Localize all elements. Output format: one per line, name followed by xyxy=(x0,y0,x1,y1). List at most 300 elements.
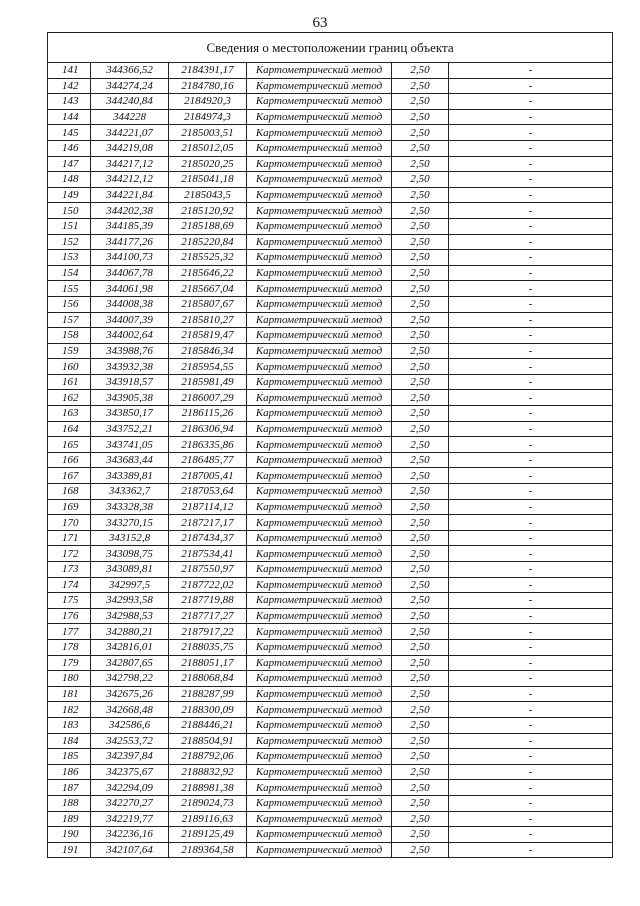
x-coordinate-cell: 343152,8 xyxy=(91,530,169,546)
table-row xyxy=(48,406,613,422)
table-row xyxy=(48,468,613,484)
y-coordinate-cell: 2185003,51 xyxy=(169,125,247,141)
method-cell: Картометрический метод xyxy=(247,78,392,94)
table-row xyxy=(48,530,613,546)
y-coordinate-cell: 2184391,17 xyxy=(169,63,247,79)
y-coordinate-cell: 2186115,26 xyxy=(169,406,247,422)
x-coordinate-cell: 344366,52 xyxy=(91,63,169,79)
method-cell: Картометрический метод xyxy=(247,484,392,500)
method-cell: Картометрический метод xyxy=(247,234,392,250)
y-coordinate-cell: 2185525,32 xyxy=(169,250,247,266)
y-coordinate-cell: 2185020,25 xyxy=(169,156,247,172)
description-cell: - xyxy=(449,499,613,515)
point-number-cell: 161 xyxy=(48,374,91,390)
point-number-cell: 148 xyxy=(48,172,91,188)
table-row xyxy=(48,795,613,811)
description-cell: - xyxy=(449,530,613,546)
x-coordinate-cell: 343389,81 xyxy=(91,468,169,484)
x-coordinate-cell: 342993,58 xyxy=(91,593,169,609)
table-row xyxy=(48,562,613,578)
table-row xyxy=(48,577,613,593)
description-cell: - xyxy=(449,390,613,406)
x-coordinate-cell: 344240,84 xyxy=(91,94,169,110)
description-cell: - xyxy=(449,795,613,811)
table-row xyxy=(48,702,613,718)
accuracy-cell: 2,50 xyxy=(392,608,449,624)
description-cell: - xyxy=(449,811,613,827)
table-row xyxy=(48,94,613,110)
accuracy-cell: 2,50 xyxy=(392,842,449,858)
method-cell: Картометрический метод xyxy=(247,328,392,344)
description-cell: - xyxy=(449,562,613,578)
description-cell: - xyxy=(449,140,613,156)
method-cell: Картометрический метод xyxy=(247,562,392,578)
y-coordinate-cell: 2189125,49 xyxy=(169,827,247,843)
table-row xyxy=(48,374,613,390)
table-row xyxy=(48,624,613,640)
boundary-coordinates-table xyxy=(47,32,613,858)
y-coordinate-cell: 2185667,04 xyxy=(169,281,247,297)
description-cell: - xyxy=(449,717,613,733)
table-row xyxy=(48,717,613,733)
accuracy-cell: 2,50 xyxy=(392,140,449,156)
y-coordinate-cell: 2188300,09 xyxy=(169,702,247,718)
table-row xyxy=(48,671,613,687)
x-coordinate-cell: 343270,15 xyxy=(91,515,169,531)
x-coordinate-cell: 343850,17 xyxy=(91,406,169,422)
point-number-cell: 189 xyxy=(48,811,91,827)
method-cell: Картометрический метод xyxy=(247,343,392,359)
point-number-cell: 169 xyxy=(48,499,91,515)
y-coordinate-cell: 2187534,41 xyxy=(169,546,247,562)
accuracy-cell: 2,50 xyxy=(392,811,449,827)
method-cell: Картометрический метод xyxy=(247,764,392,780)
table-row xyxy=(48,639,613,655)
point-number-cell: 157 xyxy=(48,312,91,328)
method-cell: Картометрический метод xyxy=(247,250,392,266)
description-cell: - xyxy=(449,94,613,110)
description-cell: - xyxy=(449,468,613,484)
method-cell: Картометрический метод xyxy=(247,156,392,172)
method-cell: Картометрический метод xyxy=(247,359,392,375)
x-coordinate-cell: 342668,48 xyxy=(91,702,169,718)
point-number-cell: 162 xyxy=(48,390,91,406)
method-cell: Картометрический метод xyxy=(247,608,392,624)
point-number-cell: 156 xyxy=(48,296,91,312)
description-cell: - xyxy=(449,328,613,344)
accuracy-cell: 2,50 xyxy=(392,203,449,219)
table-row xyxy=(48,421,613,437)
accuracy-cell: 2,50 xyxy=(392,296,449,312)
y-coordinate-cell: 2186306,94 xyxy=(169,421,247,437)
table-row xyxy=(48,499,613,515)
accuracy-cell: 2,50 xyxy=(392,156,449,172)
y-coordinate-cell: 2188035,75 xyxy=(169,639,247,655)
method-cell: Картометрический метод xyxy=(247,546,392,562)
point-number-cell: 179 xyxy=(48,655,91,671)
x-coordinate-cell: 342880,21 xyxy=(91,624,169,640)
description-cell: - xyxy=(449,172,613,188)
x-coordinate-cell: 344221,84 xyxy=(91,187,169,203)
method-cell: Картометрический метод xyxy=(247,187,392,203)
method-cell: Картометрический метод xyxy=(247,390,392,406)
description-cell: - xyxy=(449,109,613,125)
table-title-row xyxy=(48,33,613,63)
x-coordinate-cell: 343918,57 xyxy=(91,374,169,390)
description-cell: - xyxy=(449,686,613,702)
point-number-cell: 183 xyxy=(48,717,91,733)
accuracy-cell: 2,50 xyxy=(392,671,449,687)
accuracy-cell: 2,50 xyxy=(392,499,449,515)
point-number-cell: 166 xyxy=(48,452,91,468)
accuracy-cell: 2,50 xyxy=(392,78,449,94)
y-coordinate-cell: 2188792,06 xyxy=(169,749,247,765)
accuracy-cell: 2,50 xyxy=(392,717,449,733)
description-cell: - xyxy=(449,125,613,141)
x-coordinate-cell: 342816,01 xyxy=(91,639,169,655)
x-coordinate-cell: 344007,39 xyxy=(91,312,169,328)
accuracy-cell: 2,50 xyxy=(392,452,449,468)
point-number-cell: 141 xyxy=(48,63,91,79)
table-row xyxy=(48,218,613,234)
method-cell: Картометрический метод xyxy=(247,639,392,655)
method-cell: Картометрический метод xyxy=(247,717,392,733)
y-coordinate-cell: 2186007,29 xyxy=(169,390,247,406)
point-number-cell: 145 xyxy=(48,125,91,141)
accuracy-cell: 2,50 xyxy=(392,515,449,531)
method-cell: Картометрический метод xyxy=(247,795,392,811)
y-coordinate-cell: 2185646,22 xyxy=(169,265,247,281)
point-number-cell: 185 xyxy=(48,749,91,765)
table-row xyxy=(48,593,613,609)
accuracy-cell: 2,50 xyxy=(392,374,449,390)
description-cell: - xyxy=(449,406,613,422)
y-coordinate-cell: 2185043,5 xyxy=(169,187,247,203)
accuracy-cell: 2,50 xyxy=(392,187,449,203)
accuracy-cell: 2,50 xyxy=(392,94,449,110)
description-cell: - xyxy=(449,343,613,359)
description-cell: - xyxy=(449,842,613,858)
point-number-cell: 142 xyxy=(48,78,91,94)
description-cell: - xyxy=(449,437,613,453)
y-coordinate-cell: 2185188,69 xyxy=(169,218,247,234)
x-coordinate-cell: 342397,84 xyxy=(91,749,169,765)
x-coordinate-cell: 342798,22 xyxy=(91,671,169,687)
y-coordinate-cell: 2188068,84 xyxy=(169,671,247,687)
description-cell: - xyxy=(449,421,613,437)
table-row xyxy=(48,172,613,188)
y-coordinate-cell: 2188446,21 xyxy=(169,717,247,733)
point-number-cell: 152 xyxy=(48,234,91,250)
point-number-cell: 155 xyxy=(48,281,91,297)
description-cell: - xyxy=(449,624,613,640)
point-number-cell: 177 xyxy=(48,624,91,640)
point-number-cell: 160 xyxy=(48,359,91,375)
x-coordinate-cell: 344061,98 xyxy=(91,281,169,297)
x-coordinate-cell: 344221,07 xyxy=(91,125,169,141)
accuracy-cell: 2,50 xyxy=(392,359,449,375)
accuracy-cell: 2,50 xyxy=(392,639,449,655)
y-coordinate-cell: 2185810,27 xyxy=(169,312,247,328)
accuracy-cell: 2,50 xyxy=(392,484,449,500)
y-coordinate-cell: 2189116,63 xyxy=(169,811,247,827)
point-number-cell: 151 xyxy=(48,218,91,234)
x-coordinate-cell: 343905,38 xyxy=(91,390,169,406)
x-coordinate-cell: 344008,38 xyxy=(91,296,169,312)
y-coordinate-cell: 2185041,18 xyxy=(169,172,247,188)
x-coordinate-cell: 343752,21 xyxy=(91,421,169,437)
y-coordinate-cell: 2185819,47 xyxy=(169,328,247,344)
y-coordinate-cell: 2186485,77 xyxy=(169,452,247,468)
description-cell: - xyxy=(449,281,613,297)
x-coordinate-cell: 344219,08 xyxy=(91,140,169,156)
description-cell: - xyxy=(449,639,613,655)
x-coordinate-cell: 344100,73 xyxy=(91,250,169,266)
accuracy-cell: 2,50 xyxy=(392,686,449,702)
method-cell: Картометрический метод xyxy=(247,780,392,796)
table-row xyxy=(48,686,613,702)
y-coordinate-cell: 2188287,99 xyxy=(169,686,247,702)
y-coordinate-cell: 2189024,73 xyxy=(169,795,247,811)
y-coordinate-cell: 2187005,41 xyxy=(169,468,247,484)
method-cell: Картометрический метод xyxy=(247,671,392,687)
table-row xyxy=(48,281,613,297)
x-coordinate-cell: 344067,78 xyxy=(91,265,169,281)
accuracy-cell: 2,50 xyxy=(392,530,449,546)
method-cell: Картометрический метод xyxy=(247,437,392,453)
y-coordinate-cell: 2184780,16 xyxy=(169,78,247,94)
x-coordinate-cell: 343362,7 xyxy=(91,484,169,500)
method-cell: Картометрический метод xyxy=(247,577,392,593)
x-coordinate-cell: 343741,05 xyxy=(91,437,169,453)
y-coordinate-cell: 2187917,22 xyxy=(169,624,247,640)
method-cell: Картометрический метод xyxy=(247,452,392,468)
y-coordinate-cell: 2187217,17 xyxy=(169,515,247,531)
x-coordinate-cell: 344185,39 xyxy=(91,218,169,234)
description-cell: - xyxy=(449,312,613,328)
x-coordinate-cell: 342107,64 xyxy=(91,842,169,858)
x-coordinate-cell: 343932,38 xyxy=(91,359,169,375)
y-coordinate-cell: 2187550,97 xyxy=(169,562,247,578)
point-number-cell: 173 xyxy=(48,562,91,578)
description-cell: - xyxy=(449,359,613,375)
accuracy-cell: 2,50 xyxy=(392,702,449,718)
method-cell: Картометрический метод xyxy=(247,421,392,437)
point-number-cell: 144 xyxy=(48,109,91,125)
accuracy-cell: 2,50 xyxy=(392,421,449,437)
table-row xyxy=(48,608,613,624)
description-cell: - xyxy=(449,374,613,390)
description-cell: - xyxy=(449,187,613,203)
accuracy-cell: 2,50 xyxy=(392,593,449,609)
y-coordinate-cell: 2185120,92 xyxy=(169,203,247,219)
description-cell: - xyxy=(449,827,613,843)
x-coordinate-cell: 342236,16 xyxy=(91,827,169,843)
method-cell: Картометрический метод xyxy=(247,827,392,843)
accuracy-cell: 2,50 xyxy=(392,546,449,562)
description-cell: - xyxy=(449,546,613,562)
description-cell: - xyxy=(449,608,613,624)
y-coordinate-cell: 2187722,02 xyxy=(169,577,247,593)
method-cell: Картометрический метод xyxy=(247,265,392,281)
x-coordinate-cell: 343328,38 xyxy=(91,499,169,515)
table-row xyxy=(48,484,613,500)
accuracy-cell: 2,50 xyxy=(392,343,449,359)
table-row xyxy=(48,312,613,328)
table-row xyxy=(48,203,613,219)
description-cell: - xyxy=(449,655,613,671)
method-cell: Картометрический метод xyxy=(247,468,392,484)
point-number-cell: 176 xyxy=(48,608,91,624)
description-cell: - xyxy=(449,250,613,266)
method-cell: Картометрический метод xyxy=(247,655,392,671)
method-cell: Картометрический метод xyxy=(247,624,392,640)
x-coordinate-cell: 342675,26 xyxy=(91,686,169,702)
description-cell: - xyxy=(449,764,613,780)
table-row xyxy=(48,764,613,780)
x-coordinate-cell: 342807,65 xyxy=(91,655,169,671)
point-number-cell: 180 xyxy=(48,671,91,687)
description-cell: - xyxy=(449,484,613,500)
table-row xyxy=(48,811,613,827)
accuracy-cell: 2,50 xyxy=(392,764,449,780)
accuracy-cell: 2,50 xyxy=(392,312,449,328)
table-row xyxy=(48,749,613,765)
method-cell: Картометрический метод xyxy=(247,312,392,328)
table-row xyxy=(48,78,613,94)
point-number-cell: 164 xyxy=(48,421,91,437)
point-number-cell: 146 xyxy=(48,140,91,156)
method-cell: Картометрический метод xyxy=(247,374,392,390)
accuracy-cell: 2,50 xyxy=(392,437,449,453)
point-number-cell: 159 xyxy=(48,343,91,359)
accuracy-cell: 2,50 xyxy=(392,218,449,234)
x-coordinate-cell: 342586,6 xyxy=(91,717,169,733)
method-cell: Картометрический метод xyxy=(247,281,392,297)
y-coordinate-cell: 2187717,27 xyxy=(169,608,247,624)
table-row xyxy=(48,140,613,156)
y-coordinate-cell: 2185807,67 xyxy=(169,296,247,312)
description-cell: - xyxy=(449,593,613,609)
point-number-cell: 178 xyxy=(48,639,91,655)
table-row xyxy=(48,733,613,749)
accuracy-cell: 2,50 xyxy=(392,265,449,281)
accuracy-cell: 2,50 xyxy=(392,468,449,484)
method-cell: Картометрический метод xyxy=(247,203,392,219)
x-coordinate-cell: 342270,27 xyxy=(91,795,169,811)
accuracy-cell: 2,50 xyxy=(392,749,449,765)
x-coordinate-cell: 342988,53 xyxy=(91,608,169,624)
table-row xyxy=(48,390,613,406)
description-cell: - xyxy=(449,63,613,79)
table-row xyxy=(48,63,613,79)
y-coordinate-cell: 2187719,88 xyxy=(169,593,247,609)
accuracy-cell: 2,50 xyxy=(392,172,449,188)
y-coordinate-cell: 2185012,05 xyxy=(169,140,247,156)
method-cell: Картометрический метод xyxy=(247,530,392,546)
point-number-cell: 187 xyxy=(48,780,91,796)
method-cell: Картометрический метод xyxy=(247,499,392,515)
description-cell: - xyxy=(449,702,613,718)
point-number-cell: 167 xyxy=(48,468,91,484)
point-number-cell: 190 xyxy=(48,827,91,843)
method-cell: Картометрический метод xyxy=(247,733,392,749)
description-cell: - xyxy=(449,265,613,281)
method-cell: Картометрический метод xyxy=(247,125,392,141)
point-number-cell: 143 xyxy=(48,94,91,110)
x-coordinate-cell: 343988,76 xyxy=(91,343,169,359)
accuracy-cell: 2,50 xyxy=(392,63,449,79)
x-coordinate-cell: 344202,38 xyxy=(91,203,169,219)
y-coordinate-cell: 2186335,86 xyxy=(169,437,247,453)
point-number-cell: 154 xyxy=(48,265,91,281)
x-coordinate-cell: 344212,12 xyxy=(91,172,169,188)
table-row xyxy=(48,156,613,172)
table-row xyxy=(48,109,613,125)
method-cell: Картометрический метод xyxy=(247,140,392,156)
x-coordinate-cell: 343683,44 xyxy=(91,452,169,468)
description-cell: - xyxy=(449,234,613,250)
point-number-cell: 150 xyxy=(48,203,91,219)
table-row xyxy=(48,265,613,281)
method-cell: Картометрический метод xyxy=(247,749,392,765)
description-cell: - xyxy=(449,78,613,94)
x-coordinate-cell: 344217,12 xyxy=(91,156,169,172)
table-row xyxy=(48,343,613,359)
point-number-cell: 174 xyxy=(48,577,91,593)
description-cell: - xyxy=(449,780,613,796)
table-row xyxy=(48,328,613,344)
method-cell: Картометрический метод xyxy=(247,593,392,609)
description-cell: - xyxy=(449,218,613,234)
point-number-cell: 158 xyxy=(48,328,91,344)
table-row xyxy=(48,359,613,375)
x-coordinate-cell: 342553,72 xyxy=(91,733,169,749)
y-coordinate-cell: 2187434,37 xyxy=(169,530,247,546)
table-row xyxy=(48,187,613,203)
x-coordinate-cell: 343089,81 xyxy=(91,562,169,578)
x-coordinate-cell: 342294,09 xyxy=(91,780,169,796)
accuracy-cell: 2,50 xyxy=(392,125,449,141)
table-row xyxy=(48,452,613,468)
accuracy-cell: 2,50 xyxy=(392,780,449,796)
x-coordinate-cell: 344228 xyxy=(91,109,169,125)
accuracy-cell: 2,50 xyxy=(392,109,449,125)
x-coordinate-cell: 342997,5 xyxy=(91,577,169,593)
table-row xyxy=(48,827,613,843)
point-number-cell: 181 xyxy=(48,686,91,702)
y-coordinate-cell: 2185846,34 xyxy=(169,343,247,359)
accuracy-cell: 2,50 xyxy=(392,733,449,749)
method-cell: Картометрический метод xyxy=(247,702,392,718)
point-number-cell: 147 xyxy=(48,156,91,172)
x-coordinate-cell: 344274,24 xyxy=(91,78,169,94)
accuracy-cell: 2,50 xyxy=(392,281,449,297)
table-row xyxy=(48,780,613,796)
page-number: 63 xyxy=(312,15,328,31)
y-coordinate-cell: 2184974,3 xyxy=(169,109,247,125)
accuracy-cell: 2,50 xyxy=(392,328,449,344)
method-cell: Картометрический метод xyxy=(247,63,392,79)
y-coordinate-cell: 2188981,38 xyxy=(169,780,247,796)
table-row xyxy=(48,125,613,141)
x-coordinate-cell: 342219,77 xyxy=(91,811,169,827)
x-coordinate-cell: 344002,64 xyxy=(91,328,169,344)
method-cell: Картометрический метод xyxy=(247,842,392,858)
y-coordinate-cell: 2188504,91 xyxy=(169,733,247,749)
x-coordinate-cell: 343098,75 xyxy=(91,546,169,562)
table-row xyxy=(48,250,613,266)
